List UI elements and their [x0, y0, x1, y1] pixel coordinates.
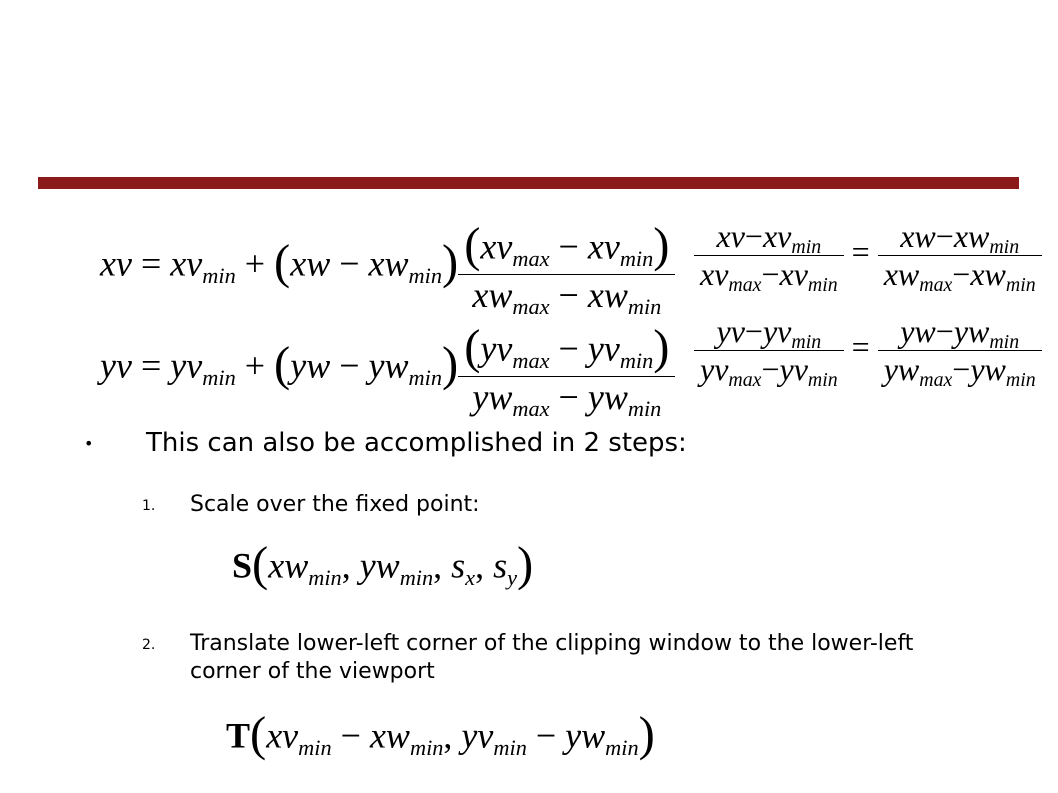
bullet-text: This can also be accomplished in 2 steps:	[146, 428, 687, 458]
step-number: 1.	[142, 498, 156, 514]
step-text: Scale over the fixed point:	[190, 492, 480, 517]
y-ratio-equation: $\frac{yv-yvmin}{yvmax-yvmin}$ = $\frac{yw-ywmin}{ywmax-ywmin}$	[694, 313, 1042, 388]
xv-scale-fraction: $\frac{(xvmax - xvmin)}{xwmax - xwmin}$	[458, 218, 675, 316]
translate-expression: T(xvmin − xwmin, yvmin − ywmin)	[226, 707, 655, 761]
yv-scale-fraction: $\frac{(yvmax - yvmin)}{ywmax - ywmin}$	[458, 320, 675, 418]
xv-mapping-equation: xv = xvmin + (xw − xwmin) $\frac{(xvmax - xvmin)}{xwmax - xwmin}$	[100, 218, 675, 316]
title-divider-bar	[38, 177, 1019, 189]
yv-mapping-equation: yv = yvmin + (yw − ywmin) $\frac{(yvmax - yvmin)}{ywmax - ywmin}$	[100, 320, 675, 418]
scale-expression: S(xwmin, ywmin, sx, sy)	[232, 537, 534, 591]
bullet-icon: •	[84, 434, 94, 453]
x-ratio-equation: $\frac{xv-xvmin}{xvmax-xvmin}$ = $\frac{xw-xwmin}{xwmax-xwmin}$	[694, 218, 1042, 293]
step-text: Translate lower-left corner of the clipping window to the lower-left corner of the viewport	[190, 631, 914, 684]
step-number: 2.	[142, 637, 156, 653]
